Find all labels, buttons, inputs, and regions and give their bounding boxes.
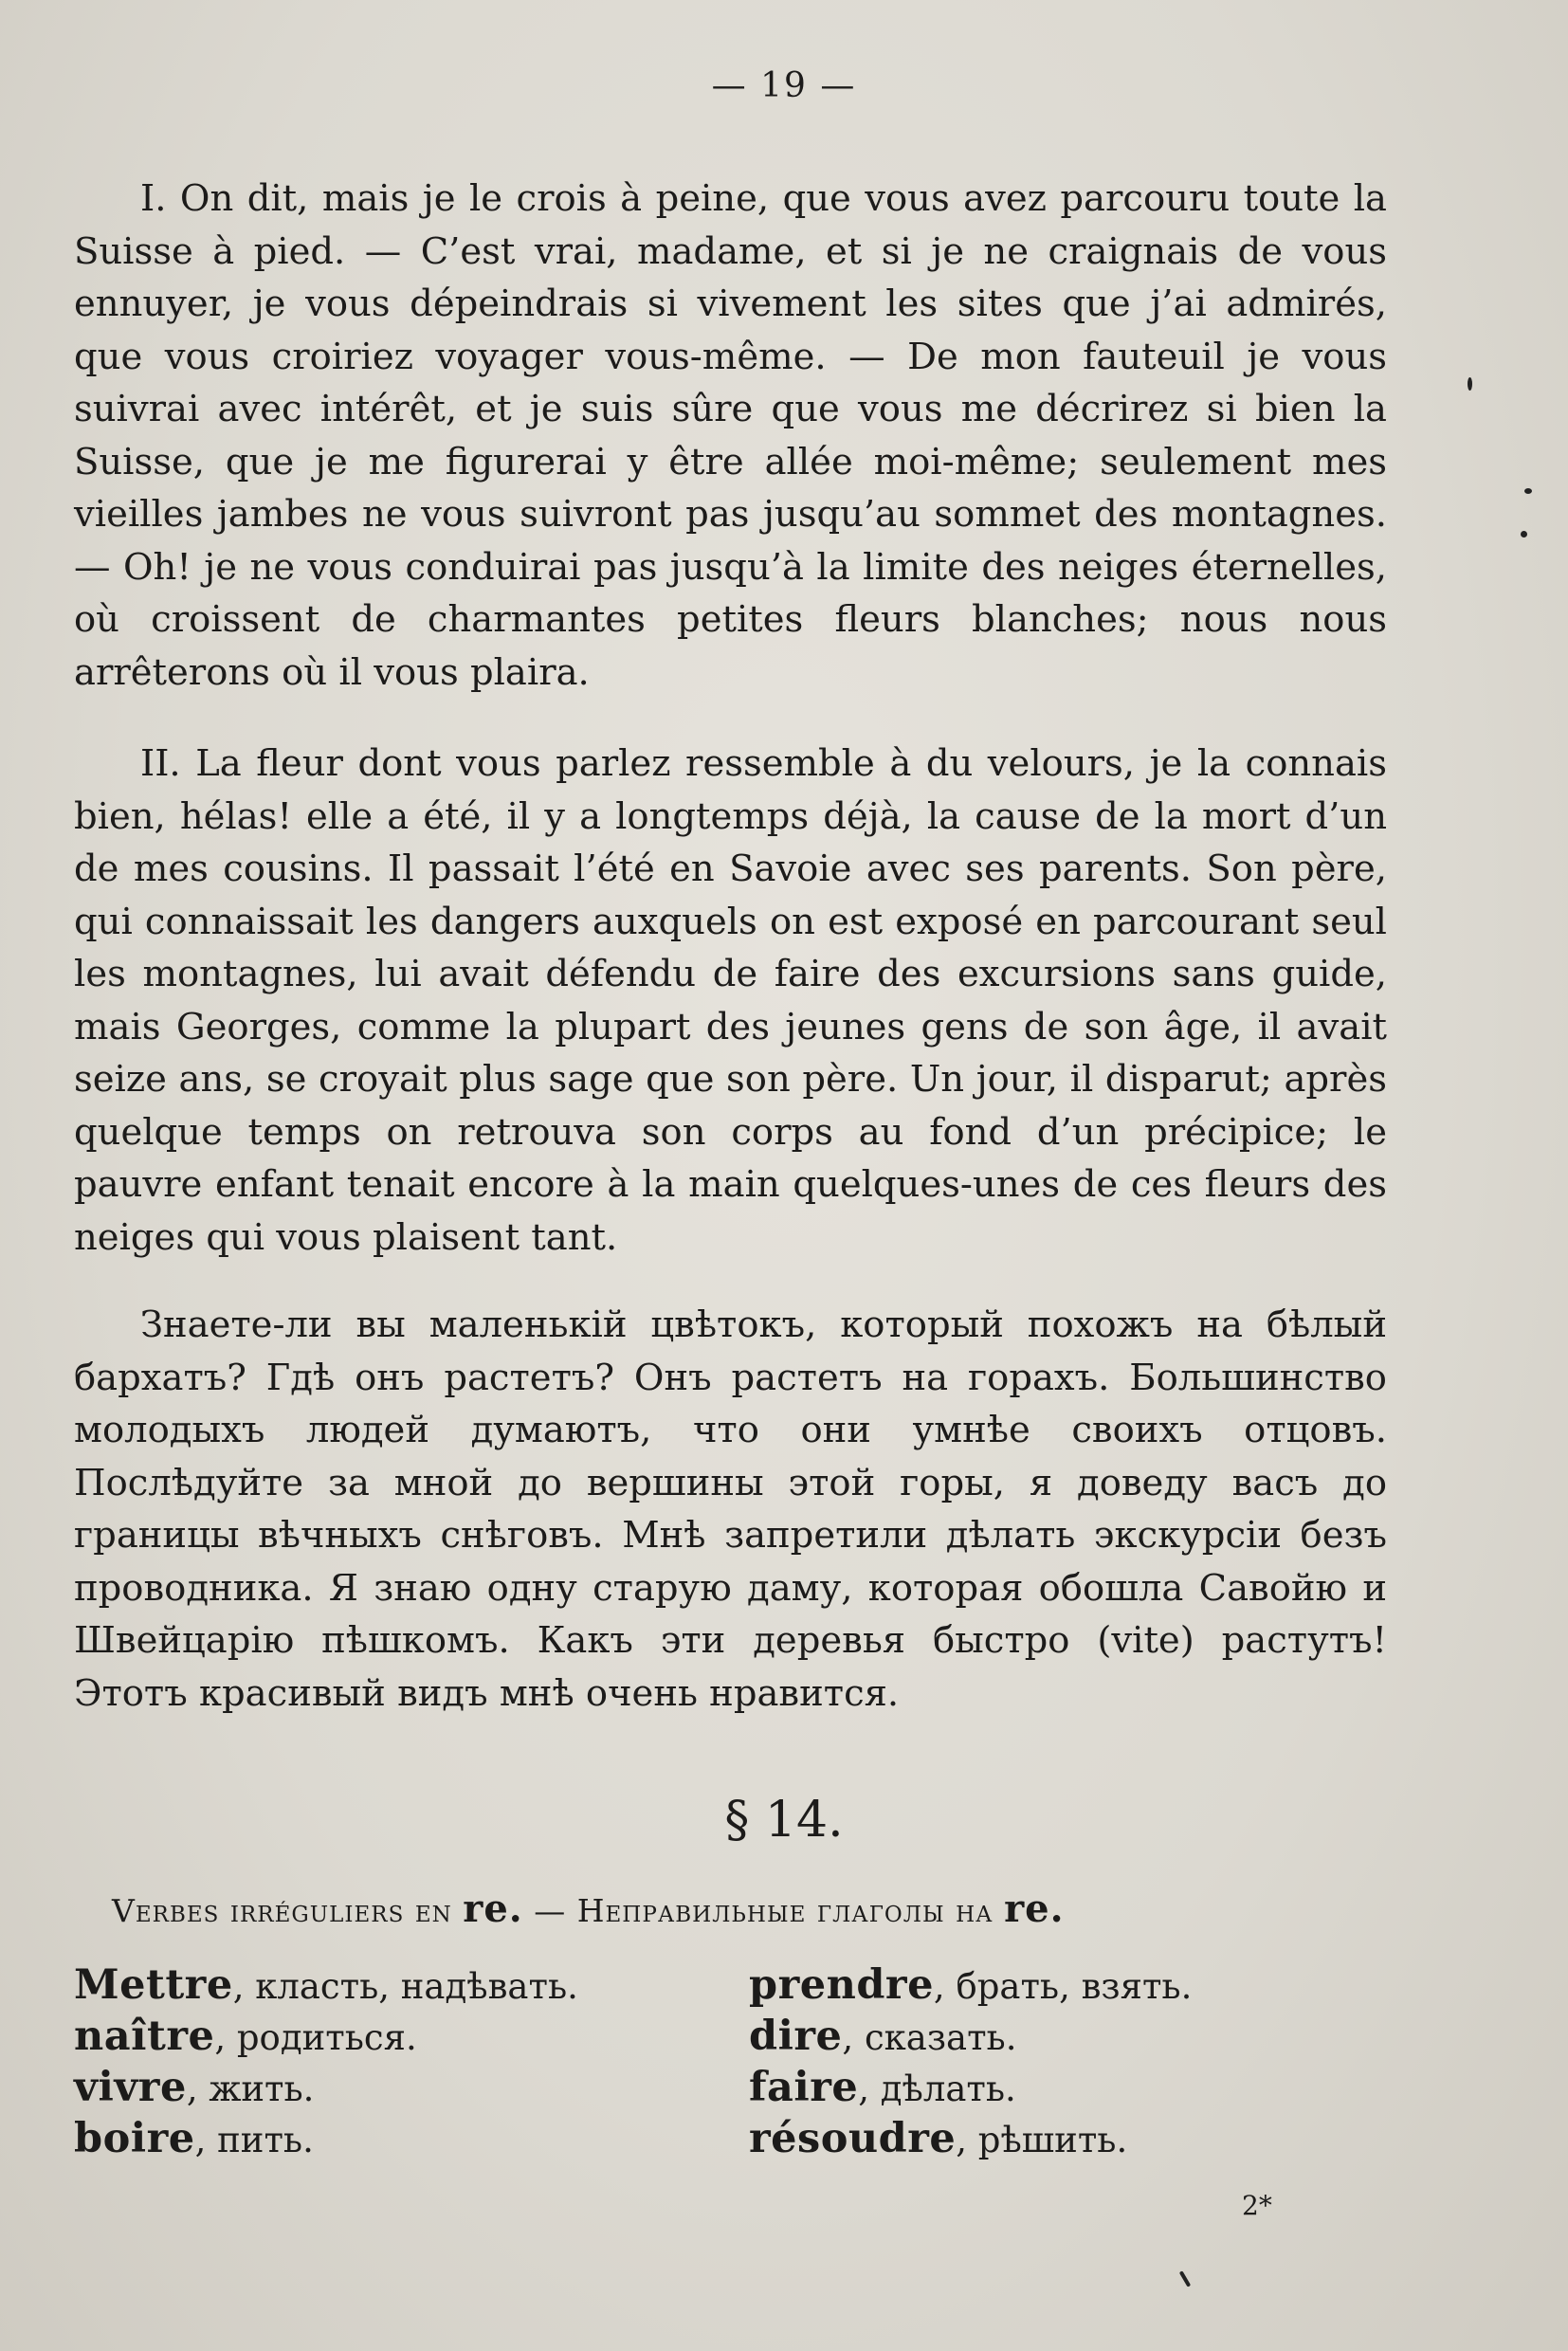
signature-mark: 2* xyxy=(1242,2190,1272,2221)
paragraph-text: I. On dit, mais je le crois à peine, que vous avez parcouru toute la Suisse à pied. — C’est vrai, madame, et si je ne craignais de vous ennuyer, je vous dépeindrais si vivement les sites que j’ai admirés, que vous croiriez voyager vous-même. — De mon fauteuil je vous suivrai avec intérêt, et je suis sûre que vous me décrirez si bien la Suisse, que je me figurerai y être allée moi-même; seulement mes vieilles jambes ne vous suivront pas jusqu’au sommet des montagnes. — Oh! je ne vous conduirai pas jusqu’à la limite des neiges éternelles, où croissent de charmantes petites fleurs blanches; nous nous arrêterons où il vous plaira. xyxy=(74,177,1387,694)
verb-gloss: , пить. xyxy=(194,2120,314,2160)
ink-speck xyxy=(1524,488,1532,494)
verb-list-right xyxy=(749,1960,1192,2165)
verb-gloss: , класть, надѣвать. xyxy=(232,1966,578,2007)
paragraph-exercise-2 xyxy=(74,738,1387,1264)
verb-word: faire xyxy=(749,2064,859,2111)
heading-russian: Неправильные глаголы на xyxy=(576,1892,994,1929)
verb-word: boire xyxy=(74,2115,195,2162)
heading-russian-suffix: re. xyxy=(1004,1886,1065,1931)
paragraph-text: II. La fleur dont vous parlez ressemble à du velours, je la connais bien, hélas! elle a été, il y a longtemps déjà, la cause de la mort d’un de mes cousins. Il passait l’été en Savoie avec ses parents. Son père, qui connaissait les dangers auxquels on est exposé en parcourant seul les montagnes, lui avait défendu de faire des excursions sans guide, mais Georges, comme la plupart des jeunes gens de son âge, il avait seize ans, se croyait plus sage que son père. Un jour, il disparut; après quelque temps on retrouva son corps au fond d’un précipice; le pauvre enfant tenait encore à la main quelques-unes de ces fleurs des neiges qui vous plaisent tant. xyxy=(74,742,1387,1259)
verb-word: résoudre xyxy=(749,2115,957,2162)
section-heading: § 14. xyxy=(724,1792,844,1849)
verb-word: dire xyxy=(749,2013,843,2060)
verb-entry xyxy=(74,2114,578,2165)
page-number: — 19 — xyxy=(711,66,857,105)
verb-entry xyxy=(749,1960,1192,2012)
verb-entry xyxy=(749,2114,1192,2165)
verb-entry xyxy=(749,2012,1192,2063)
verb-gloss: , родиться. xyxy=(214,2017,417,2058)
verb-word: naître xyxy=(74,2013,215,2060)
heading-french: Verbes irréguliers en xyxy=(112,1892,452,1929)
verb-gloss: , дѣлать. xyxy=(858,2069,1016,2109)
paragraph-text: Знаете-ли вы маленькій цвѣтокъ, который похожъ на бѣлый бархатъ? Гдѣ онъ растетъ? Онъ растетъ на горахъ. Большинство молодыхъ людей думаютъ, что они умнѣе своихъ отцовъ. Послѣдуйте за мной до вершины этой горы, я доведу васъ до границы вѣчныхъ снѣговъ. Мнѣ запретили дѣлать экскурсіи безъ проводника. Я знаю одну старую даму, которая обошла Савойю и Швейцарію пѣшкомъ. Какъ эти деревья быстро (vite) растутъ! Этотъ красивый видъ мнѣ очень нравится. xyxy=(74,1303,1387,1715)
paragraph-exercise-1 xyxy=(74,173,1387,699)
verb-entry xyxy=(749,2063,1192,2114)
verb-list-heading xyxy=(112,1886,1458,1931)
verb-word: prendre xyxy=(749,1961,934,2009)
ink-speck xyxy=(1179,2270,1191,2287)
verb-gloss: , рѣшить. xyxy=(956,2120,1128,2160)
verb-word: vivre xyxy=(74,2064,187,2111)
heading-dash: — xyxy=(522,1892,577,1929)
heading-french-suffix: re. xyxy=(463,1886,523,1931)
verb-list-left xyxy=(74,1960,578,2165)
verb-entry xyxy=(74,1960,578,2012)
verb-gloss: , жить. xyxy=(186,2069,315,2109)
verb-entry xyxy=(74,2063,578,2114)
verb-word: Mettre xyxy=(74,1961,233,2009)
verb-gloss: , брать, взять. xyxy=(933,1966,1193,2007)
verb-gloss: , сказать. xyxy=(842,2017,1017,2058)
ink-speck xyxy=(1521,531,1527,538)
paragraph-russian-exercise xyxy=(74,1299,1387,1720)
ink-speck xyxy=(1468,377,1472,391)
verb-entry xyxy=(74,2012,578,2063)
